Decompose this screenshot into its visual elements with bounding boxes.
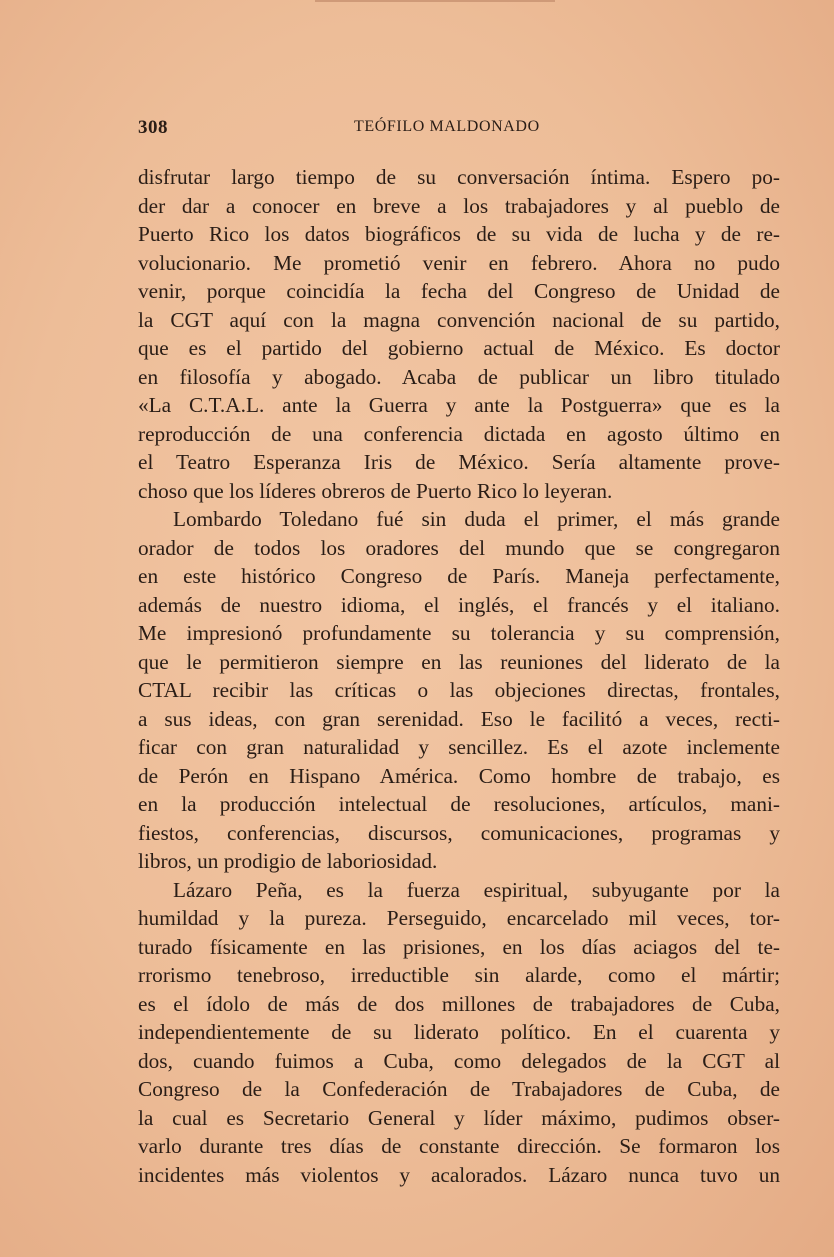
- text-line: venir, porque coincidía la fecha del Congreso de Unidad de: [138, 279, 780, 303]
- text-line: incidentes más violentos y acalorados. Lázaro nunca tuvo un: [138, 1162, 780, 1187]
- text-line: varlo durante tres días de constante dirección. Se formaron los: [138, 1134, 780, 1158]
- text-line: turado físicamente en las prisiones, en los días aciagos del te-: [138, 934, 780, 959]
- page-top-edge: [315, 0, 555, 2]
- text-line: ficar con gran naturalidad y sencillez. Es el azote inclemente: [138, 735, 780, 759]
- text-line: Puerto Rico los datos biográficos de su vida de lucha y de re-: [138, 222, 780, 246]
- page-number: 308: [138, 117, 168, 138]
- text-line: es el ídolo de más de dos millones de trabajadores de Cuba,: [138, 991, 780, 1016]
- text-line: que es el partido del gobierno actual de México. Es doctor: [138, 336, 780, 360]
- text-line: der dar a conocer en breve a los trabajadores y al pueblo de: [138, 193, 780, 218]
- text-line: disfrutar largo tiempo de su conversación íntima. Espero po-: [138, 165, 780, 189]
- text-line: «La C.T.A.L. ante la Guerra y ante la Postguerra» que es la: [138, 393, 780, 417]
- text-line: Me impresionó profundamente su tolerancia y su comprensión,: [138, 621, 780, 645]
- text-line: humildad y la pureza. Perseguido, encarcelado mil veces, tor-: [138, 906, 780, 930]
- text-line: que le permitieron siempre en las reuniones del liderato de la: [138, 649, 780, 674]
- text-line: además de nuestro idioma, el inglés, el francés y el italiano.: [138, 592, 780, 617]
- text-line: Congreso de la Confederación de Trabajadores de Cuba, de: [138, 1077, 780, 1101]
- text-line: en la producción intelectual de resoluciones, artículos, mani-: [138, 792, 780, 816]
- running-head: [138, 117, 778, 141]
- text-line: la CGT aquí con la magna convención nacional de su partido,: [138, 307, 780, 332]
- text-line: en filosofía y abogado. Acaba de publicar un libro titulado: [138, 364, 780, 389]
- text-line: rrorismo tenebroso, irreductible sin alarde, como el mártir;: [138, 963, 780, 987]
- text-line: independientemente de su liderato político. En el cuarenta y: [138, 1020, 780, 1044]
- text-line: volucionario. Me prometió venir en febrero. Ahora no pudo: [138, 250, 780, 275]
- text-line: a sus ideas, con gran serenidad. Eso le facilitó a veces, recti-: [138, 706, 780, 731]
- paragraph-start-line: Lombardo Toledano fué sin duda el primer, el más grande: [173, 507, 780, 531]
- text-line: reproducción de una conferencia dictada en agosto último en: [138, 421, 780, 446]
- text-line: dos, cuando fuimos a Cuba, como delegados de la CGT al: [138, 1048, 780, 1073]
- body-text: [138, 163, 780, 1189]
- text-line: fiestos, conferencias, discursos, comunicaciones, programas y: [138, 820, 780, 845]
- text-line: CTAL recibir las críticas o las objeciones directas, frontales,: [138, 678, 780, 702]
- text-line: el Teatro Esperanza Iris de México. Sería altamente prove-: [138, 450, 780, 474]
- text-line: en este histórico Congreso de París. Maneja perfectamente,: [138, 564, 780, 588]
- text-line: choso que los líderes obreros de Puerto Rico lo leyeran.: [138, 478, 613, 503]
- text-line: de Perón en Hispano América. Como hombre de trabajo, es: [138, 763, 780, 788]
- text-line: libros, un prodigio de laboriosidad.: [138, 849, 438, 873]
- running-title: TEÓFILO MALDONADO: [354, 118, 540, 135]
- text-line: orador de todos los oradores del mundo que se congregaron: [138, 535, 780, 560]
- text-line: la cual es Secretario General y líder máximo, pudimos obser-: [138, 1105, 780, 1130]
- paragraph-start-line: Lázaro Peña, es la fuerza espiritual, subyugante por la: [173, 877, 780, 902]
